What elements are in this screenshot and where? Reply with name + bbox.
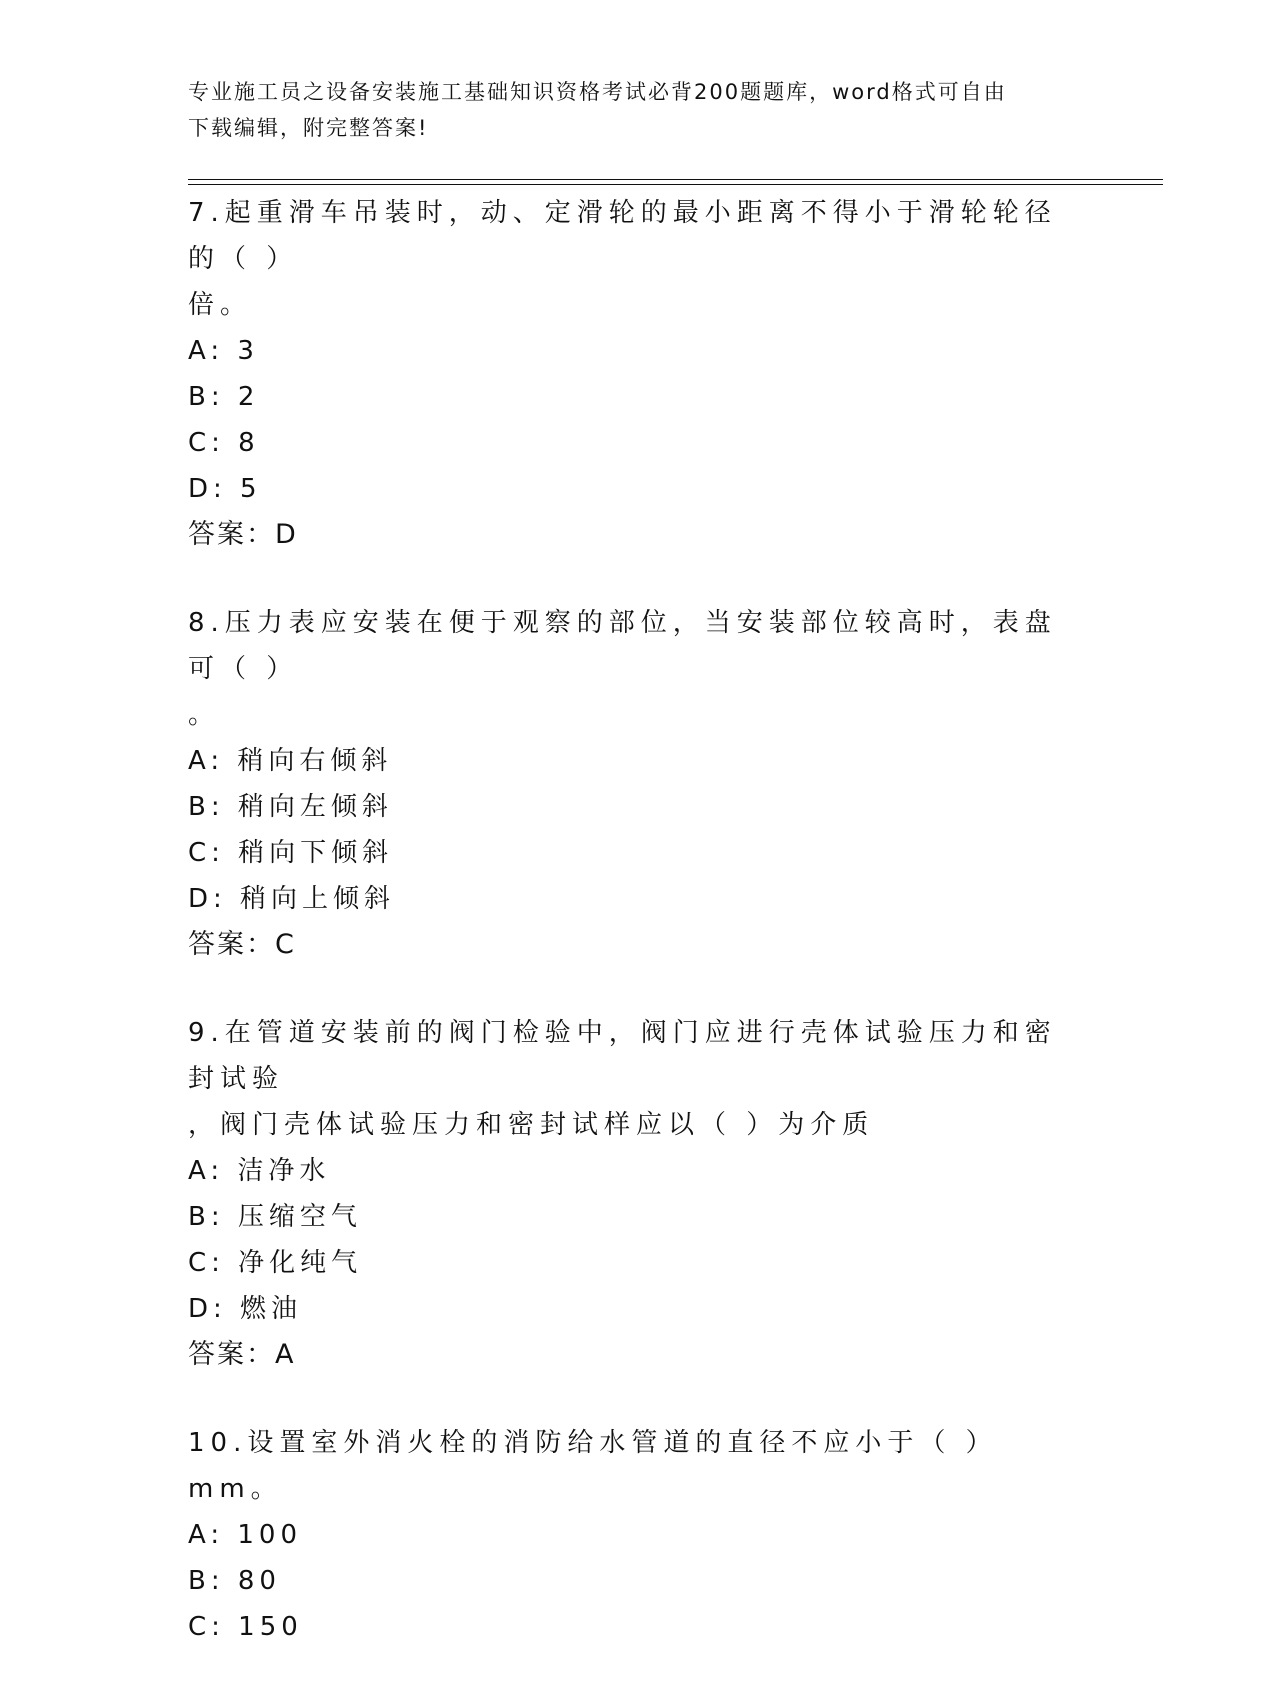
question-stem: 8.压力表应安装在便于观察的部位，当安装部位较高时，表盘可（ ） [188, 608, 1057, 684]
question-stem-continued: 。 [188, 700, 221, 730]
question-stem-continued: 倍。 [188, 290, 253, 320]
option-c: C: 8 [188, 428, 260, 458]
question-9 [188, 1010, 1088, 1378]
option-b: B: 稍向左倾斜 [188, 792, 393, 822]
option-b: B: 压缩空气 [188, 1202, 362, 1232]
option-a: A: 3 [188, 336, 259, 366]
option-a: A: 100 [188, 1520, 302, 1550]
question-10 [188, 1420, 1088, 1650]
question-stem-continued: ，阀门壳体试验压力和密封试样应以（ ）为介质 [188, 1110, 875, 1140]
answer: 答案：D [188, 519, 298, 550]
header-divider-bottom [188, 184, 1163, 185]
question-stem: 10.设置室外消火栓的消防给水管道的直径不应小于（ ）mm。 [188, 1428, 998, 1504]
option-b: B: 2 [188, 382, 260, 412]
question-7 [188, 190, 1088, 558]
question-list [188, 190, 1088, 1692]
header-line-1: 专业施工员之设备安装施工基础知识资格考试必背200题题库，word格式可自由 [188, 80, 1007, 104]
option-c: C: 净化纯气 [188, 1248, 363, 1278]
question-stem: 9.在管道安装前的阀门检验中，阀门应进行壳体试验压力和密封试验 [188, 1018, 1057, 1094]
header-divider-top [188, 179, 1163, 180]
answer: 答案：C [188, 929, 296, 960]
document-header [188, 74, 1088, 146]
option-c: C: 稍向下倾斜 [188, 838, 394, 868]
header-line-2: 下载编辑，附完整答案! [188, 116, 429, 140]
option-a: A: 洁净水 [188, 1156, 331, 1186]
question-8 [188, 600, 1088, 968]
answer: 答案：A [188, 1339, 296, 1370]
option-b: B: 80 [188, 1566, 281, 1596]
option-d: D: 稍向上倾斜 [188, 884, 396, 914]
option-c: C: 150 [188, 1612, 303, 1642]
question-stem: 7.起重滑车吊装时，动、定滑轮的最小距离不得小于滑轮轮径的（ ） [188, 198, 1057, 274]
option-d: D: 5 [188, 474, 262, 504]
option-d: D: 燃油 [188, 1294, 303, 1324]
option-a: A: 稍向右倾斜 [188, 746, 393, 776]
